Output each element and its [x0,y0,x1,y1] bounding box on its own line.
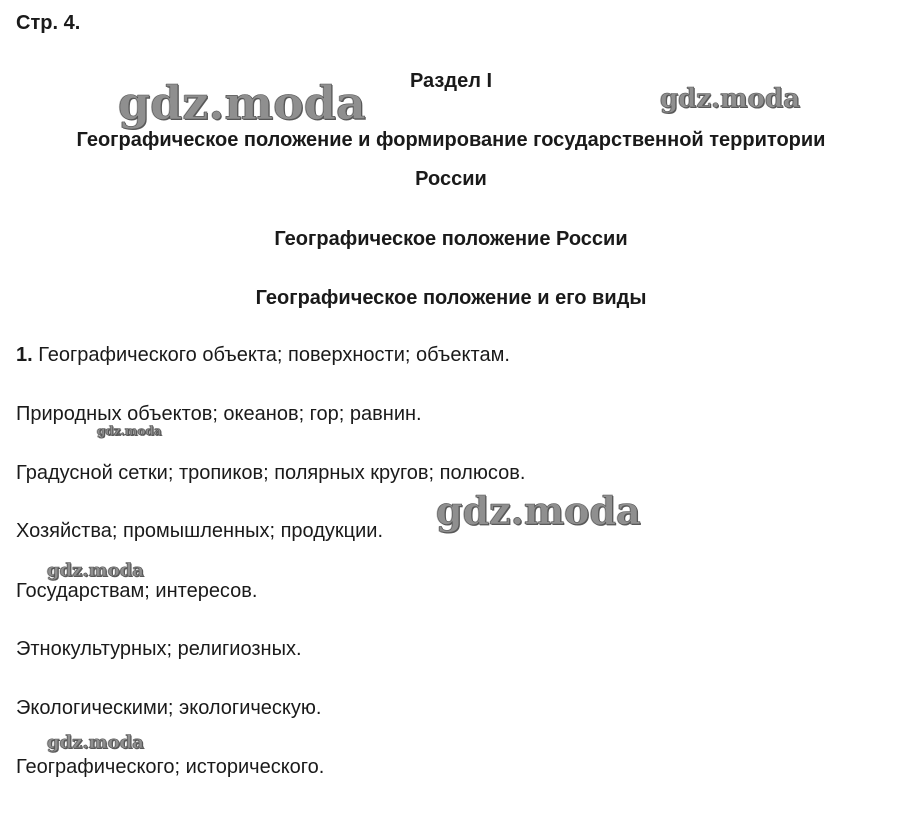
answer-line-4: Хозяйства; промышленных; продукции. [16,520,384,542]
answer-text-1: Географического объекта; поверхности; объектам. [32,344,510,366]
answer-line-1 [16,344,510,367]
answer-line-3: Градусной сетки; тропиков; полярных кругов; полюсов. [16,462,526,484]
answer-line-5: Государствам; интересов. [16,580,258,602]
watermark-logo: gdz.moda [97,424,162,438]
answer-line-7: Экологическими; экологическую. [16,697,322,719]
answer-line-6: Этнокультурных; религиозных. [16,638,302,660]
watermark-logo: gdz.moda [660,84,801,114]
subtitle-position-types: Географическое положение и его виды [255,287,647,309]
answer-line-8: Географического; исторического. [16,756,325,778]
watermark-logo: gdz.moda [436,488,641,533]
answer-line-2: Природных объектов; океанов; гор; равнин. [16,403,422,425]
title-line-1: Географическое положение и формирование государственной территории [76,129,826,151]
page-label: Стр. 4. [16,12,81,34]
title-line-2: России [415,168,487,190]
subtitle-russia-position: Географическое положение России [274,228,628,250]
watermark-logo: gdz.moda [118,76,366,130]
watermark-logo: gdz.moda [47,560,144,581]
section-heading: Раздел I [409,70,493,92]
answer-number: 1. [16,344,33,366]
watermark-logo: gdz.moda [47,732,144,753]
